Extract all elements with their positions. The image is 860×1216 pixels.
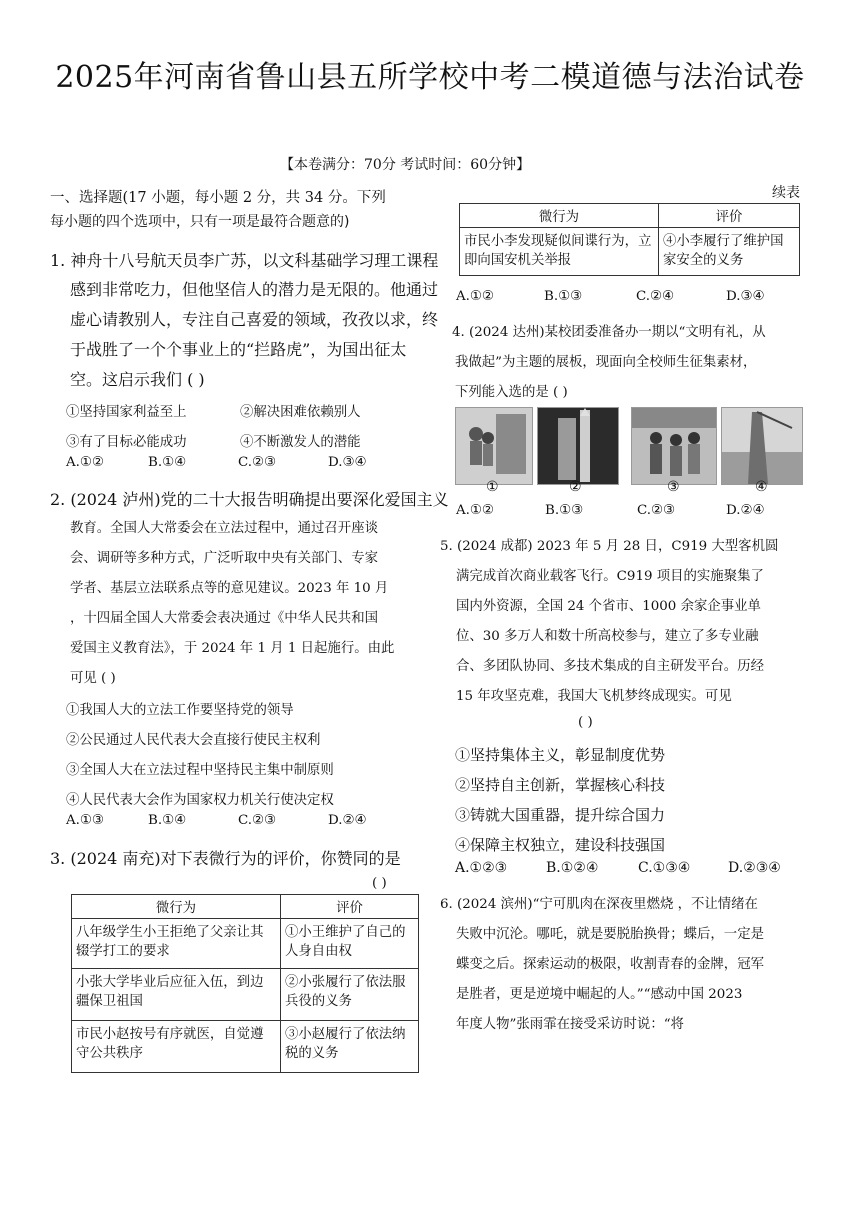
q3-table	[71, 894, 419, 1073]
q5-text: 位、30 多万人和数十所高校参与，建立了多专业融	[456, 629, 759, 644]
q1-text: 于战胜了一个个事业上的“拦路虎”，为国出征太	[70, 340, 407, 359]
q1-text: 感到非常吃力，但他坚信人的潜力是无限的。他通过	[70, 280, 439, 299]
q2-choice-c: C.②③	[238, 813, 277, 828]
table-cell: ③小赵履行了依法纳税的义务	[281, 1021, 419, 1073]
table-cell: 小张大学毕业后应征入伍，到边疆保卫祖国	[72, 969, 281, 1021]
section-instruction: 每小题的四个选项中，只有一项是最符合题意的)	[50, 214, 350, 230]
q5-option: ②坚持自主创新，掌握核心科技	[455, 776, 666, 794]
q2-option: ①我国人大的立法工作要坚持党的领导	[66, 703, 294, 718]
table-cell: ①小王维护了自己的人身自由权	[281, 919, 419, 969]
q5-text: 国内外资源，全国 24 个省市、1000 余家企事业单	[456, 599, 761, 614]
table-cell: 八年级学生小王拒绝了父亲让其辍学打工的要求	[72, 919, 281, 969]
q6-text: 是胜者，更是逆境中崛起的人。”“感动中国 2023	[456, 987, 743, 1002]
q6-text: 年度人物”张雨霏在接受采访时说：“将	[456, 1017, 684, 1032]
q2-text: 教育。全国人大常委会在立法过程中，通过召开座谈	[70, 521, 378, 536]
q5-bracket: ( )	[578, 715, 593, 730]
q2-text: 会、调研等多种方式，广泛听取中央有关部门、专家	[70, 551, 378, 566]
q2-text: 学者、基层立法联系点等的意见建议。2023 年 10 月	[70, 581, 389, 596]
q1-text: 虚心请教别人，专注自己喜爱的领域，孜孜以求，终	[70, 310, 439, 329]
table-header: 微行为	[460, 204, 659, 228]
q3-choice-d: D.③④	[726, 289, 765, 304]
q3-table-continued	[459, 203, 800, 276]
q5-choice-b: B.①②④	[546, 860, 599, 876]
q4-choice-c: C.②③	[637, 503, 676, 518]
continued-label: 续表	[772, 185, 800, 201]
q1-choice-d: D.③④	[328, 455, 367, 470]
q2-option: ④人民代表大会作为国家权力机关行使决定权	[66, 793, 334, 808]
q5-choice-a: A.①②③	[455, 860, 508, 876]
q4-choice-b: B.①③	[545, 503, 584, 518]
q4-image-label: ①	[486, 479, 499, 495]
q4-text: 我做起”为主题的展板，现面向全校师生征集素材，	[455, 355, 757, 370]
q1-choice-c: C.②③	[238, 455, 277, 470]
q4-image-label: ③	[667, 479, 680, 495]
table-header: 评价	[281, 895, 419, 919]
table-header: 评价	[659, 204, 800, 228]
q5-option: ④保障主权独立，建设科技强国	[455, 836, 666, 854]
q3-choice-b: B.①③	[544, 289, 583, 304]
q5-text: 满完成首次商业载客飞行。C919 项目的实施聚集了	[456, 569, 764, 584]
q1-choice-b: B.①④	[148, 455, 187, 470]
table-cell: ②小张履行了依法服兵役的义务	[281, 969, 419, 1021]
q6-text: 蝶变之后。探索运动的极限，收割青春的金牌，冠军	[456, 957, 764, 972]
q2-text: 2. (2024 泸州)党的二十大报告明确提出要深化爱国主义	[50, 490, 449, 509]
q1-text: 1. 神舟十八号航天员李广苏，以文科基础学习理工课程	[50, 251, 439, 270]
section-heading: 一、选择题(17 小题，每小题 2 分，共 34 分。下列	[50, 190, 386, 206]
q5-choice-c: C.①③④	[638, 860, 691, 876]
table-header: 微行为	[72, 895, 281, 919]
q3-text: 3. (2024 南充)对下表微行为的评价，你赞同的是	[50, 849, 401, 868]
table-cell: 市民小李发现疑似间谍行为，立即向国安机关举报	[460, 228, 659, 276]
q1-option: ①坚持国家利益至上	[66, 405, 187, 420]
q5-option: ③铸就大国重器，提升综合国力	[455, 806, 666, 824]
table-cell: 市民小赵按号有序就医，自觉遵守公共秩序	[72, 1021, 281, 1073]
q1-option: ④不断激发人的潜能	[240, 435, 361, 450]
q2-text: 可见 ( )	[70, 671, 116, 686]
q1-choice-a: A.①②	[66, 455, 104, 470]
q4-choice-a: A.①②	[456, 503, 494, 518]
q4-image-3	[631, 407, 717, 485]
q5-choice-d: D.②③④	[728, 860, 781, 876]
q2-choice-b: B.①④	[148, 813, 187, 828]
table-cell: ④小李履行了维护国家安全的义务	[659, 228, 800, 276]
q5-option: ①坚持集体主义，彰显制度优势	[455, 746, 666, 764]
q1-option: ③有了目标必能成功	[66, 435, 187, 450]
q4-text: 下列能入选的是 ( )	[455, 385, 568, 400]
q2-choice-d: D.②④	[328, 813, 367, 828]
q6-text: 6. (2024 滨州)“宁可肌肉在深夜里燃烧 ，不让情绪在	[440, 897, 758, 912]
q2-text: 爱国主义教育法》，于 2024 年 1 月 1 日起施行。由此	[70, 641, 395, 656]
q3-bracket: ( )	[372, 876, 387, 891]
q2-text: ，十四届全国人大常委会表决通过《中华人民共和国	[70, 611, 378, 626]
q1-option: ②解决困难依赖别人	[240, 405, 361, 420]
q4-image-2	[537, 407, 619, 485]
q4-choice-d: D.②④	[726, 503, 765, 518]
q4-image-1	[455, 407, 533, 485]
q5-text: 15 年攻坚克难，我国大飞机梦终成现实。可见	[456, 689, 732, 704]
q4-text: 4. (2024 达州)某校团委准备办一期以“文明有礼，从	[452, 325, 766, 340]
q4-image-label: ②	[569, 479, 582, 495]
q6-text: 失败中沉沦。哪吒，就是要脱胎换骨；蝶后，一定是	[456, 927, 764, 942]
q2-option: ③全国人大在立法过程中坚持民主集中制原则	[66, 763, 334, 778]
q2-choice-a: A.①③	[66, 813, 104, 828]
page-title: 2025年河南省鲁山县五所学校中考二模道德与法治试卷	[55, 60, 805, 95]
q5-text: 合、多团队协同、多技术集成的自主研发平台。历经	[456, 659, 764, 674]
q5-text: 5. (2024 成都) 2023 年 5 月 28 日，C919 大型客机圆	[440, 539, 779, 554]
q3-choice-a: A.①②	[456, 289, 494, 304]
q2-option: ②公民通过人民代表大会直接行使民主权利	[66, 733, 321, 748]
q4-image-4	[721, 407, 803, 485]
exam-meta: 【本卷满分：70分 考试时间：60分钟】	[280, 157, 531, 173]
q1-text: 空。这启示我们 ( )	[70, 370, 205, 389]
q4-image-label: ④	[755, 479, 768, 495]
q3-choice-c: C.②④	[636, 289, 675, 304]
